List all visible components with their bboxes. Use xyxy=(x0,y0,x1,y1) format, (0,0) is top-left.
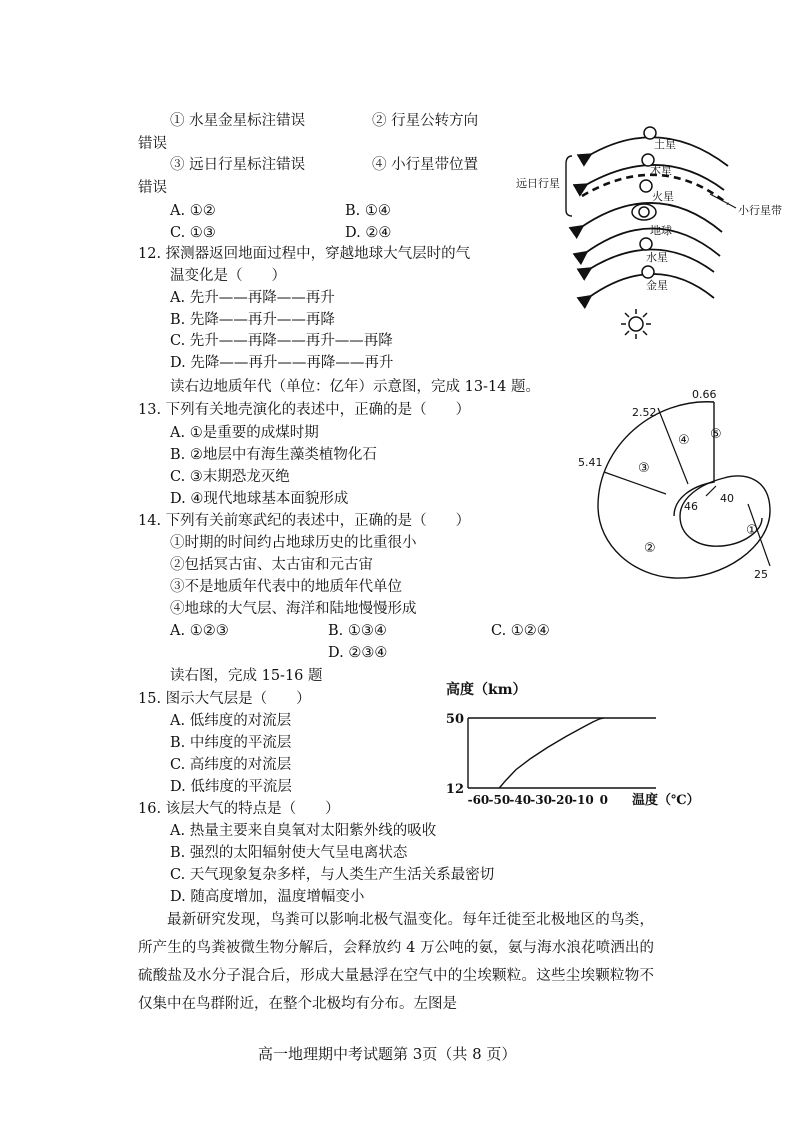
q12-choice-b: B. 先降——再升——再降 xyxy=(170,312,335,328)
period-3: ③ xyxy=(638,461,650,476)
q16-choice-b: B. 强烈的太阳辐射使大气呈电离状态 xyxy=(170,845,408,861)
q16-choice-a: A. 热量主要来自臭氧对太阳紫外线的吸收 xyxy=(170,823,437,839)
q12-choice-c: C. 先升——再降——再升——再降 xyxy=(170,333,393,349)
q13-choice-b: B. ②地层中有海生藻类植物化石 xyxy=(170,447,377,463)
q15-choice-c: C. 高纬度的对流层 xyxy=(170,757,292,773)
q11-choice-c: C. ①③ xyxy=(170,225,216,241)
label-mercury: 水星 xyxy=(646,251,668,264)
chart-y-tick-0: 50 xyxy=(445,712,464,727)
age-2-52: 2.52 xyxy=(632,406,657,419)
q11-option-4: ④ 小行星带位置 xyxy=(372,157,479,173)
label-earth: 地球 xyxy=(650,224,672,237)
chart-series-line-0 xyxy=(499,718,604,788)
spiral-outer xyxy=(598,402,770,578)
q14-choice-b: B. ①③④ xyxy=(328,623,387,639)
label-mars: 火星 xyxy=(652,190,674,203)
q14-choice-a: A. ①②③ xyxy=(170,623,229,639)
q16-choice-d: D. 随高度增加，温度增幅变小 xyxy=(170,889,365,905)
q13-choice-d: D. ④现代地球基本面貌形成 xyxy=(170,491,349,507)
label-venus: 金星 xyxy=(646,279,668,292)
q14-statement-3: ③不是地质年代表中的地质年代单位 xyxy=(170,579,402,595)
q15-choice-b: B. 中纬度的平流层 xyxy=(170,735,292,751)
age-46: 46 xyxy=(684,500,698,513)
sun-icon xyxy=(621,309,651,339)
solar-system-figure xyxy=(510,120,794,345)
q15-choice-a: A. 低纬度的对流层 xyxy=(170,713,292,729)
geologic-time-figure xyxy=(574,386,784,588)
q11-option-2-continued: 错误 xyxy=(138,136,167,152)
q15-choice-d: D. 低纬度的平流层 xyxy=(170,779,292,795)
chart-x-tick-0: -60 xyxy=(467,793,490,807)
q13-14-intro: 读右边地质年代（单位：亿年）示意图，完成 13-14 题。 xyxy=(170,379,541,395)
age-0-66: 0.66 xyxy=(692,388,717,401)
q14-stem: 14. 下列有关前寒武纪的表述中，正确的是（ ） xyxy=(138,513,471,529)
q16-choice-c: C. 天气现象复杂多样，与人类生产生活关系最密切 xyxy=(170,867,495,883)
q11-choice-b: B. ①④ xyxy=(345,203,391,219)
label-asteroid-belt: 小行星带 xyxy=(738,204,782,217)
age-40: 40 xyxy=(720,492,734,505)
chart-xlabel: 温度（℃） xyxy=(632,793,700,808)
q14-statement-4: ④地球的大气层、海洋和陆地慢慢形成 xyxy=(170,601,417,617)
q15-16-intro: 读右图，完成 15-16 题 xyxy=(170,668,323,684)
q13-stem: 13. 下列有关地壳演化的表述中，正确的是（ ） xyxy=(138,402,471,418)
q13-choice-a: A. ①是重要的成煤时期 xyxy=(170,425,319,441)
asteroid-belt-pointer xyxy=(710,194,736,208)
reading-passage: 最新研究发现，鸟粪可以影响北极气温变化。每年迁徙至北极地区的鸟类，所产生的鸟粪被微生物分解后，会释放约 4 万公吨的氨，氨与海水浪花喷洒出的硫酸盐及水分子混合后，形成大量悬浮在空气中的尘埃颗粒。这些尘埃颗粒物不仅集中在鸟群附近，在整个北极均有分布。左图是 xyxy=(138,912,654,1012)
age-5-41: 5.41 xyxy=(578,456,603,469)
q12-choice-d: D. 先降——再升——再降——再升 xyxy=(170,355,394,371)
chart-ylabel: 高度（km） xyxy=(446,682,527,698)
q12-stem-line2: 温变化是（ ） xyxy=(170,268,286,284)
chart-x-tick-5: -10 xyxy=(572,793,594,807)
outer-planets-brace xyxy=(566,156,572,216)
q15-stem: 15. 图示大气层是（ ） xyxy=(138,691,311,707)
temperature-altitude-chart xyxy=(440,676,700,812)
chart-x-tick-6: 0 xyxy=(599,793,608,807)
page-footer: 高一地理期中考试题第 3页（共 8 页） xyxy=(258,1045,517,1063)
q11-choice-d: D. ②④ xyxy=(345,225,392,241)
q13-choice-c: C. ③末期恐龙灭绝 xyxy=(170,469,290,485)
q12-stem-line1: 12. 探测器返回地面过程中，穿越地球大气层时的气 xyxy=(138,246,471,262)
chart-x-tick-2: -40 xyxy=(509,793,532,807)
period-2: ② xyxy=(644,541,656,556)
planet-venus-marker xyxy=(642,266,654,278)
q14-statement-1: ①时期的时间约占地球历史的比重很小 xyxy=(170,535,417,551)
q16-stem: 16. 该层大气的特点是（ ） xyxy=(138,801,340,817)
chart-x-tick-4: -20 xyxy=(551,793,573,807)
chart-x-tick-1: -50 xyxy=(488,793,511,807)
q14-choice-d: D. ②③④ xyxy=(328,645,388,661)
q14-statement-2: ②包括冥古宙、太古宙和元古宙 xyxy=(170,557,373,573)
q11-option-4-continued: 错误 xyxy=(138,180,167,196)
period-1: ① xyxy=(746,523,758,538)
spiral-inner xyxy=(674,402,714,516)
chart-y-tick-1: 12 xyxy=(445,782,464,797)
label-outer-planets: 远日行星 xyxy=(516,177,560,190)
period-5: ⑤ xyxy=(710,427,722,442)
planet-earth-marker xyxy=(639,207,649,217)
q11-option-3: ③ 远日行星标注错误 xyxy=(170,157,306,173)
chart-x-tick-3: -30 xyxy=(530,793,552,807)
age-25: 25 xyxy=(754,568,768,581)
q12-choice-a: A. 先升——再降——再升 xyxy=(170,290,335,306)
q11-option-2: ② 行星公转方向 xyxy=(372,113,479,129)
label-saturn: 土星 xyxy=(654,138,676,151)
period-4: ④ xyxy=(678,433,690,448)
q11-option-1: ① 水星金星标注错误 xyxy=(170,113,306,129)
q11-choice-a: A. ①② xyxy=(170,203,216,219)
planet-mars-marker xyxy=(640,180,652,192)
q14-choice-c: C. ①②④ xyxy=(491,623,550,639)
label-jupiter: 木星 xyxy=(650,164,672,177)
planet-mercury-marker xyxy=(640,238,652,250)
